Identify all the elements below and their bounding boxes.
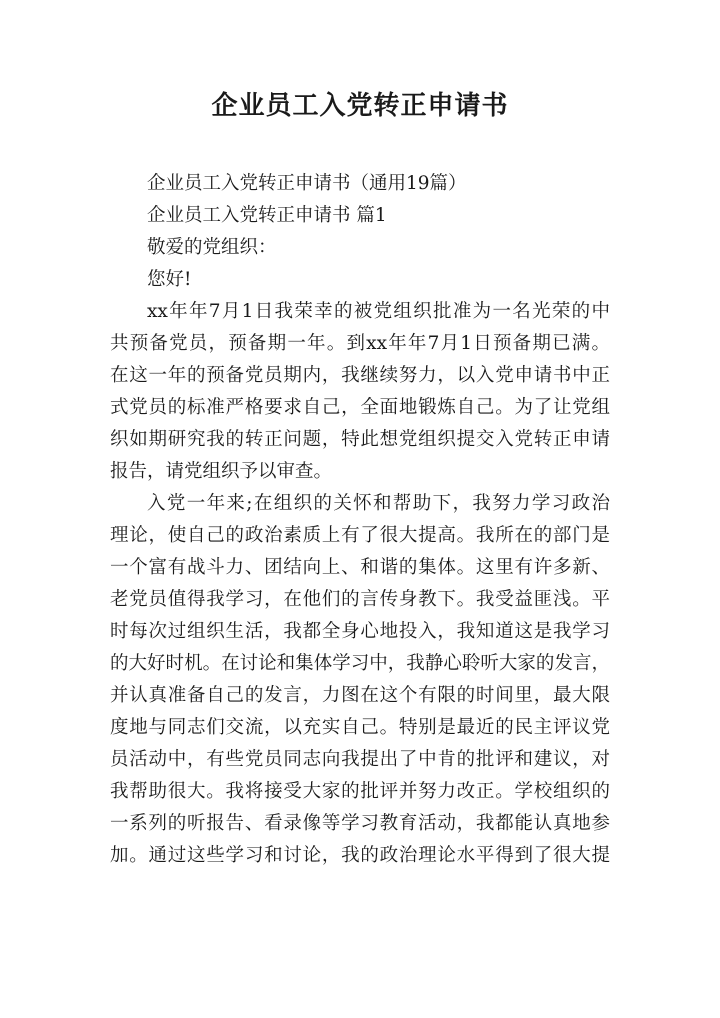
salutation: 敬爱的党组织： [147,237,277,258]
greeting: 您好! [147,269,192,290]
document-title: 企业员工入党转正申请书 [211,91,509,121]
paragraph-line: 理论，使自己的政治素质上有了很大提高。我所在的部门是 [110,525,610,546]
paragraph-line: 加。通过这些学习和讨论，我的政治理论水平得到了很大提 [110,845,610,866]
paragraph-line: 入党一年来;在组织的关怀和帮助下，我努力学习政治 [147,493,610,514]
paragraph-2 [110,488,610,872]
paragraph-line: 度地与同志们交流，以充实自己。特别是最近的民主评议党 [110,717,610,738]
document-body [110,168,610,872]
article-heading: 企业员工入党转正申请书 篇1 [147,205,387,226]
paragraph-line: 的大好时机。在讨论和集体学习中，我静心聆听大家的发言， [110,653,610,674]
paragraph-line: 员活动中，有些党员同志向我提出了中肯的批评和建议，对 [110,749,610,770]
paragraph-line: 共预备党员，预备期一年。到xx年年7月1日预备期已满。 [110,333,610,354]
paragraph-1 [110,296,610,488]
paragraph-line: 时每次过组织生活，我都全身心地投入，我知道这是我学习 [110,621,610,642]
subtitle-line: 企业员工入党转正申请书（通用19篇） [147,173,467,194]
paragraph-line: 一系列的听报告、看录像等学习教育活动，我都能认真地参 [110,813,610,834]
paragraph-line: 报告，请党组织予以审查。 [110,461,333,482]
paragraph-line: 我帮助很大。我将接受大家的批评并努力改正。学校组织的 [110,781,610,802]
paragraph-line: 式党员的标准严格要求自己，全面地锻炼自己。为了让党组 [110,397,610,418]
paragraph-line: 在这一年的预备党员期内，我继续努力，以入党申请书中正 [110,365,610,386]
paragraph-line: 并认真准备自己的发言，力图在这个有限的时间里，最大限 [110,685,610,706]
paragraph-line: 一个富有战斗力、团结向上、和谐的集体。这里有许多新、 [110,557,610,578]
paragraph-line: 老党员值得我学习，在他们的言传身教下。我受益匪浅。平 [110,589,610,610]
paragraph-line: xx年年7月1日我荣幸的被党组织批准为一名光荣的中 [147,301,610,322]
paragraph-line: 织如期研究我的转正问题，特此想党组织提交入党转正申请 [110,429,610,450]
